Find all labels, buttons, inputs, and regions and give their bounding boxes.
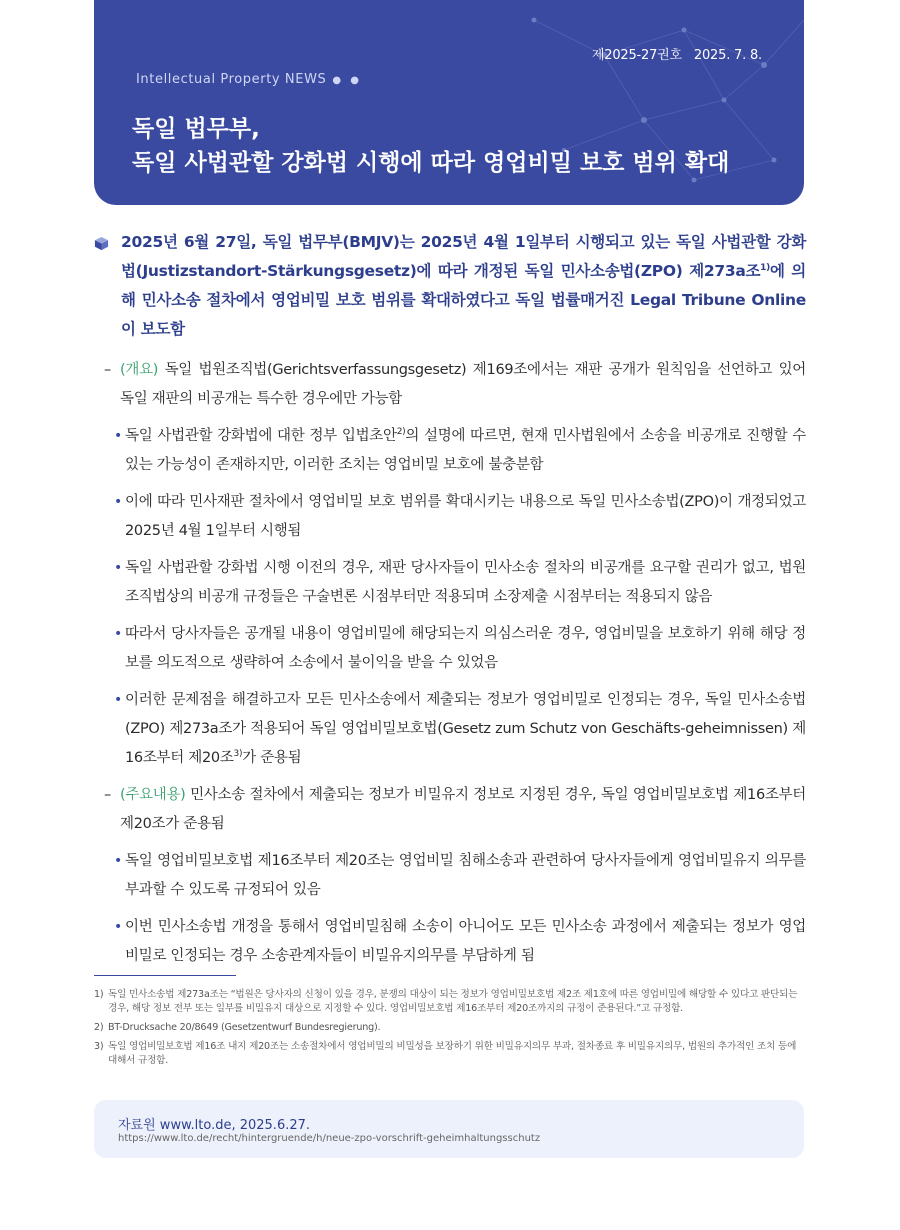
source-label: 자료원 www.lto.de, 2025.6.27. — [118, 1118, 311, 1133]
footnote-number: 2) — [94, 1022, 104, 1033]
lead-text-part: 에 의해 민사소송 절차에서 영업비밀 보호 범위를 확대하였다고 독일 법률매거진 Legal Tribune Online이 보도함 — [121, 262, 806, 338]
dash-mark: – — [104, 362, 112, 378]
issue-info — [592, 44, 762, 63]
footnote-ref: 3) — [233, 749, 243, 760]
list-item-text: 독일 사법관할 강화법 시행 이전의 경우, 재판 당사자들이 민사소송 절차의 비공개를 요구할 권리가 없고, 법원조직법상의 비공개 규정들은 구술변론 시점부터만 적용되며 소장제출 시점부터는 적용되지 않음 — [125, 560, 806, 605]
footnote — [94, 988, 806, 1016]
list-item-text: 독일 영업비밀보호법 제16조부터 제20조는 영업비밀 침해소송과 관련하여 당사자들에게 영업비밀유지 의무를 부과할 수 있도록 규정되어 있음 — [125, 853, 806, 898]
footnote-ref: 1) — [760, 262, 770, 273]
bullet-icon: • — [114, 919, 123, 935]
list-item-text: 따라서 당사자들은 공개될 내용이 영업비밀에 해당되는지 의심스러운 경우, 영업비밀을 보호하기 위해 해당 정보를 의도적으로 생략하여 소송에서 불이익을 받을 수 있었음 — [125, 626, 806, 671]
list-item-text: 이번 민사소송법 개정을 통해서 영업비밀침해 소송이 아니어도 모든 민사소송 과정에서 제출되는 정보가 영업비밀로 인정되는 경우 소송관계자들이 비밀유지의무를 부담하게 됨 — [125, 919, 806, 964]
list-item — [94, 686, 806, 773]
main-content-body: 민사소송 절차에서 제출되는 정보가 비밀유지 정보로 지정된 경우, 독일 영업비밀보호법 제16조부터 제20조가 준용됨 — [120, 787, 806, 832]
main-content-text — [120, 781, 806, 839]
article-body — [94, 228, 806, 971]
page-title — [132, 112, 782, 180]
list-item — [94, 847, 806, 905]
footnote-text: 독일 영업비밀보호법 제16조 내지 제20조는 소송절차에서 영업비밀의 비밀성을 보장하기 위한 비밀유지의무 부과, 절차종료 후 비밀유지의무, 법원의 추가적인 조치 등에 대해서 규정함. — [108, 1041, 797, 1066]
overview-text — [120, 356, 806, 414]
title-line-2: 독일 사법관할 강화법 시행에 따라 영업비밀 보호 범위 확대 — [132, 150, 730, 176]
list-item-text — [125, 422, 806, 480]
overview-item — [94, 356, 806, 414]
text-part: 이러한 문제점을 해결하고자 모든 민사소송에서 제출되는 정보가 영업비밀로 인정되는 경우, 독일 민사소송법(ZPO) 제273a조가 적용되어 독일 영업비밀보호법(Gesetz zum Schutz von Geschäfts-geheimnissen) 제16조부터 제20조 — [125, 692, 806, 766]
list-item-text — [125, 686, 806, 773]
footnote-number: 1) — [94, 989, 104, 1000]
bullet-icon: • — [114, 853, 123, 869]
footnote — [94, 1021, 806, 1035]
main-content-keyword: (주요내용) — [120, 787, 186, 803]
source-url-link[interactable]: https://www.lto.de/recht/hintergruende/h/neue-zpo-vorschrift-geheimhaltungsschutz — [118, 1133, 541, 1144]
issue-date: 2025. 7. 8. — [693, 48, 762, 63]
text-part: 의 설명에 따르면, 현재 민사법원에서 소송을 비공개로 진행할 수 있는 가능성이 존재하지만, 이러한 조치는 영업비밀 보호에 불충분함 — [125, 428, 806, 473]
cube-icon — [94, 236, 109, 251]
list-item — [94, 913, 806, 971]
list-item — [94, 620, 806, 678]
title-line-1: 독일 법무부, — [132, 116, 260, 142]
bullet-icon: • — [114, 494, 123, 510]
series-label: Intellectual Property NEWS — [136, 72, 327, 87]
list-item — [94, 422, 806, 480]
news-series — [136, 72, 362, 87]
text-part: 가 준용됨 — [242, 750, 302, 766]
lead-text — [121, 228, 806, 344]
text-part: 독일 사법관할 강화법에 대한 정부 입법초안 — [125, 428, 397, 444]
overview-body: 독일 법원조직법(Gerichtsverfassungsgesetz) 제169조에서는 재판 공개가 원칙임을 선언하고 있어 독일 재판의 비공개는 특수한 경우에만 가능함 — [120, 362, 806, 407]
footnote-divider — [94, 975, 236, 976]
lead-paragraph — [94, 228, 806, 344]
dots-icon: ● ● — [332, 75, 363, 86]
bullet-icon: • — [114, 626, 123, 642]
dash-mark: – — [104, 787, 112, 803]
list-item — [94, 488, 806, 546]
overview-keyword: (개요) — [120, 362, 159, 378]
bullet-icon: • — [114, 692, 123, 708]
source-box — [94, 1100, 804, 1158]
bullet-icon: • — [114, 560, 123, 576]
footnote-ref: 2) — [396, 427, 406, 438]
footnotes — [94, 988, 806, 1073]
footnote — [94, 1040, 806, 1068]
issue-number: 제2025-27권호 — [591, 48, 682, 63]
lead-text-part: 2025년 6월 27일, 독일 법무부(BMJV)는 2025년 4월 1일부터 시행되고 있는 독일 사법관할 강화법(Justizstandort-Stärkungsgesetz)에 따라 개정된 독일 민사소송법(ZPO) 제273a조 — [121, 233, 806, 280]
header-banner — [94, 0, 804, 205]
list-item-text: 이에 따라 민사재판 절차에서 영업비밀 보호 범위를 확대시키는 내용으로 독일 민사소송법(ZPO)이 개정되었고 2025년 4월 1일부터 시행됨 — [125, 494, 806, 539]
footnote-number: 3) — [94, 1041, 104, 1052]
footnote-text: BT-Drucksache 20/8649 (Gesetzentwurf Bundesregierung). — [108, 1022, 381, 1033]
list-item — [94, 554, 806, 612]
bullet-icon: • — [114, 428, 123, 444]
main-content-item — [94, 781, 806, 839]
footnote-text: 독일 민사소송법 제273a조는 “법원은 당사자의 신청이 있을 경우, 분쟁의 대상이 되는 정보가 영업비밀보호법 제2조 제1호에 따른 영업비밀에 해당할 수 있다고 판단되는 경우, 해당 정보 전부 또는 일부를 비밀유지 대상으로 지정할 수 있다. 영업비밀보호법 제16조부터 제20조까지의 규정이 준용된다.”고 규정함. — [108, 989, 798, 1014]
